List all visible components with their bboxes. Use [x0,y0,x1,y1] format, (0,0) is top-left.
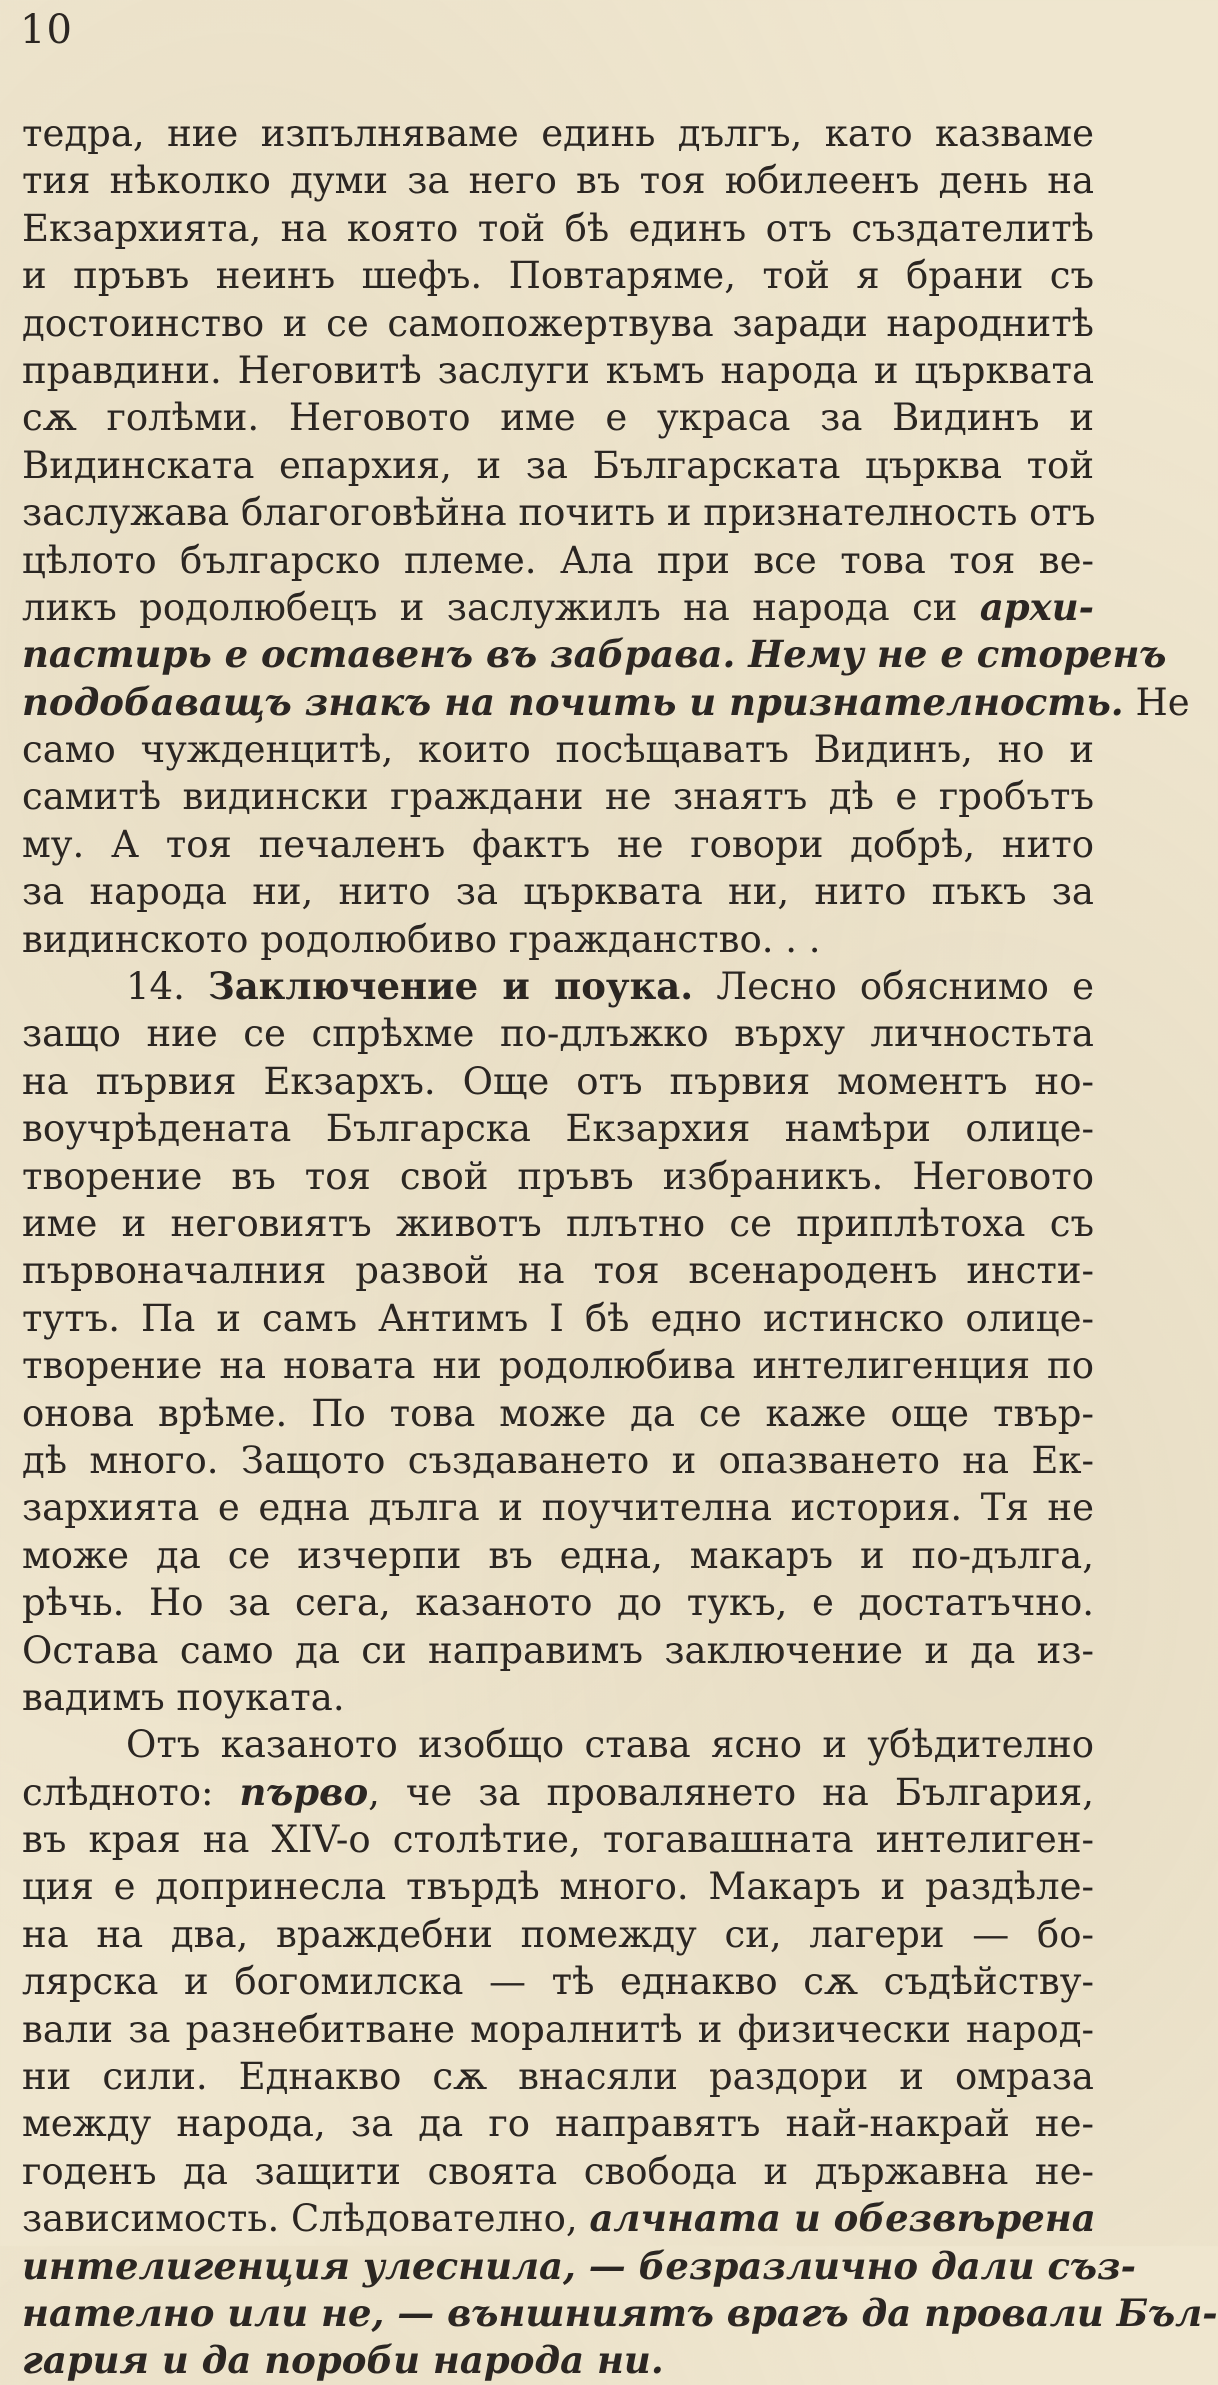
text-line [22,1105,1094,1152]
text-line [22,916,1094,963]
text-line [22,1390,1094,1437]
text-line [22,2243,1136,2290]
italic-emphasis: интелигенция улеснила, — безразлично дали съз- [22,2243,1136,2288]
text-line [22,2148,1094,2195]
text-line [22,963,1094,1010]
text-line [22,679,1190,726]
text-line [22,442,1094,489]
text-line [22,868,1094,915]
text-run: му. А тоя печаленъ фактъ не говори добрѣ, нито [22,822,1094,866]
text-line [22,2337,1094,2384]
text-run: 14. [126,965,209,1009]
italic-emphasis: нателно или не, — външниятъ врагъ да провали Бъл- [22,2290,1218,2335]
text-run: вадимъ поуката. [22,1675,345,1719]
text-line [22,1484,1094,1531]
text-line [22,1058,1094,1105]
text-line [22,1863,1094,1910]
text-line [22,537,1094,584]
text-run: само чужденцитѣ, които посѣщаватъ Видинъ, но и [22,728,1094,772]
text-line [22,631,1167,678]
text-line [22,1911,1094,1958]
text-run: тутъ. Па и самъ Антимъ I бѣ едно истинско олице- [22,1296,1094,1340]
text-run: първоначалния развой на тоя всенароденъ инсти- [22,1249,1094,1293]
text-run: Екзархията, на която той бѣ единъ отъ създателитѣ [22,206,1094,250]
text-run: ликъ родолюбецъ и заслужилъ на народа си [22,585,980,629]
text-run: годенъ да защити своята свобода и държавна не- [22,2149,1094,2193]
text-run: защо ние се спрѣхме по-длъжко върху личностьта [22,1012,1094,1056]
text-line [22,157,1094,204]
text-line [22,2195,1094,2242]
text-line [22,2100,1094,2147]
text-run: на на два, враждебни помежду си, лагери — бо- [22,1912,1094,1956]
text-run: зависимость. Слѣдователно, [22,2197,590,2241]
text-line [22,2053,1094,2100]
text-run: слѣдното: [22,1770,240,1814]
text-line [22,726,1094,773]
text-run: лярска и богомилска — тѣ еднакво сѫ съдѣйству- [22,1960,1094,2004]
text-line [22,2290,1218,2337]
text-run: онова врѣме. По това може да се каже още твър- [22,1391,1094,1435]
text-line [22,1627,1094,1674]
text-line [22,1816,1094,1863]
italic-emphasis: първо [239,1769,369,1814]
text-run: заслужава благоговѣйна почить и признателность отъ [22,491,1096,535]
text-run: ция е допринесла твърдѣ много. Макаръ и раздѣле- [22,1865,1094,1909]
text-line [22,205,1094,252]
text-run: въ края на XIV-о столѣтие, тогавашната интелиген- [22,1818,1094,1862]
text-run: ни сили. Еднакво сѫ внасяли раздори и омраза [22,2055,1094,2099]
text-run: рѣчь. Но за сега, казаното до тукъ, е достатъчно. [22,1581,1094,1625]
text-line [22,489,1094,536]
text-run: и пръвъ неинъ шефъ. Повтаряме, той я брани съ [22,254,1094,298]
text-run: цѣлото българско племе. Ала при все това тоя ве- [22,538,1094,582]
text-line [22,347,1094,394]
text-line [22,1153,1094,1200]
text-run: за народа ни, нито за църквата ни, нито пъкъ за [22,870,1094,914]
text-run: творение въ тоя свой пръвъ избраникъ. Неговото [22,1154,1094,1198]
text-run: между народа, за да го направятъ най-накрай не- [22,2102,1094,2146]
text-run: сѫ голѣми. Неговото име е украса за Видинъ и [22,396,1094,440]
italic-emphasis: архи- [979,584,1094,629]
text-run: , че за провалянето на България, [368,1770,1094,1814]
text-run: творение на новата ни родолюбива интелигенция по [22,1344,1094,1388]
text-line [22,1532,1094,1579]
text-line [22,1674,1094,1721]
text-line [22,1200,1094,1247]
text-line [22,1295,1094,1342]
text-run: тия нѣколко думи за него въ тоя юбилеенъ день на [22,159,1094,203]
text-line [22,773,1094,820]
italic-emphasis: гария и да пороби народа ни. [22,2338,664,2383]
text-run: име и неговиятъ животъ плътно се приплѣтоха съ [22,1201,1094,1245]
text-run: дѣ много. Защото създаването и опазването на Ек- [22,1438,1094,1482]
text-line [22,110,1094,157]
text-line [22,821,1094,868]
text-line [22,2006,1094,2053]
text-run: Видинската епархия, и за Българската църква той [22,443,1094,487]
text-run: видинското родолюбиво гражданство. . . [22,917,821,961]
italic-emphasis: подобаващъ знакъ на почить и признателность. [22,679,1124,724]
text-line [22,584,1094,631]
section-heading: Заключение и поука. [208,964,694,1009]
page-number: 10 [20,7,73,53]
text-run: тедра, ние изпълняваме единь дългъ, като казваме [22,112,1094,155]
page-text [22,110,1218,2385]
text-run: Лесно обяснимо е [693,965,1094,1009]
italic-emphasis: пастирь е оставенъ въ забрава. Нему не е сторенъ [22,632,1167,677]
text-run: зархията е една дълга и поучителна история. Тя не [22,1486,1094,1530]
text-run: правдини. Неговитѣ заслуги къмъ народа и църквата [22,348,1094,392]
text-run: вали за разнебитване моралнитѣ и физически народ- [22,2007,1094,2051]
text-run: Отъ казаното изобщо става ясно и убѣдително [126,1723,1094,1767]
text-run: на първия Екзархъ. Още отъ първия моментъ но- [22,1059,1094,1103]
text-line [22,1769,1094,1816]
text-line [22,1721,1094,1768]
italic-emphasis: алчната и обезвѣрена [589,2196,1096,2241]
text-line [22,1010,1094,1057]
text-line [22,252,1094,299]
text-line [22,1437,1094,1484]
text-run: самитѣ видински граждани не знаятъ дѣ е гробътъ [22,775,1094,819]
text-run: Остава само да си направимъ заключение и да из- [22,1628,1094,1672]
text-run: достоинство и се самопожертвува заради народнитѣ [22,301,1094,345]
text-run: може да се изчерпи въ една, макаръ и по-дълга, [22,1533,1094,1577]
text-line [22,1342,1094,1389]
text-line [22,394,1094,441]
text-run: Не [1123,680,1190,724]
text-line [22,1958,1094,2005]
text-line [22,300,1094,347]
text-run: воучрѣдената Българска Екзархия намѣри олице- [22,1107,1094,1151]
text-line [22,1579,1094,1626]
text-line [22,1247,1094,1294]
